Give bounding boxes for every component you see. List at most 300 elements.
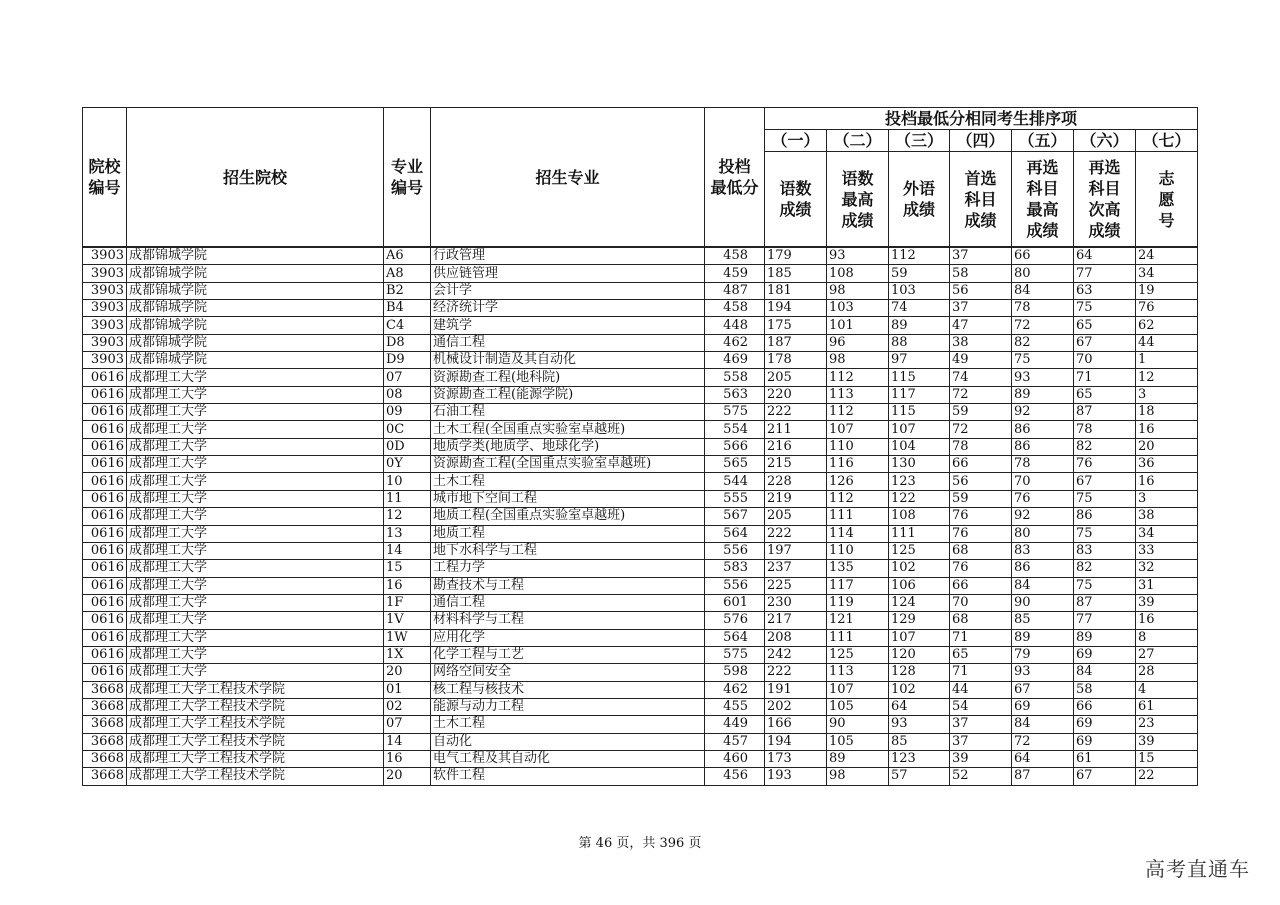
cell-chn-math-max: 101 [827,317,889,334]
cell-chn-math: 230 [765,594,827,611]
cell-min-score: 459 [705,265,765,282]
table-row [83,716,1198,733]
table-row [83,594,1198,611]
cell-major-name: 会计学 [431,282,705,299]
cell-foreign-lang: 103 [889,282,950,299]
cell-major-name: 地质工程 [431,525,705,542]
admission-score-table [82,107,1198,786]
cell-second-subject-next: 76 [1074,456,1136,473]
cell-second-subject-max: 84 [1012,282,1074,299]
cell-foreign-lang: 129 [889,612,950,629]
cell-min-score: 469 [705,352,765,369]
cell-second-subject-max: 72 [1012,733,1074,750]
cell-major-name: 土木工程 [431,716,705,733]
cell-chn-math-max: 113 [827,386,889,403]
cell-chn-math: 181 [765,282,827,299]
cell-min-score: 555 [705,490,765,507]
table-row [83,334,1198,351]
cell-chn-math-max: 111 [827,629,889,646]
cell-school-code: 0616 [83,438,127,455]
cell-wish-no: 20 [1136,438,1198,455]
cell-school-code: 0616 [83,490,127,507]
cell-chn-math: 219 [765,490,827,507]
table-row [83,750,1198,767]
cell-foreign-lang: 122 [889,490,950,507]
cell-chn-math-max: 98 [827,768,889,785]
cell-chn-math: 205 [765,508,827,525]
cell-school-code: 3668 [83,716,127,733]
cell-second-subject-next: 71 [1074,369,1136,386]
cell-chn-math-max: 116 [827,456,889,473]
cell-min-score: 448 [705,317,765,334]
cell-second-subject-max: 86 [1012,438,1074,455]
table-row [83,698,1198,715]
rank-number-1: （一） [765,130,827,152]
cell-school-name: 成都理工大学工程技术学院 [127,733,384,750]
cell-school-code: 3903 [83,334,127,351]
cell-foreign-lang: 59 [889,265,950,282]
cell-school-code: 0616 [83,456,127,473]
cell-major-name: 应用化学 [431,629,705,646]
cell-wish-no: 34 [1136,525,1198,542]
cell-major-name: 机械设计制造及其自动化 [431,352,705,369]
rank-number-7: （七） [1136,130,1198,152]
cell-major-name: 资源勘查工程(地科院) [431,369,705,386]
cell-major-code: 07 [384,716,431,733]
cell-first-subject: 38 [950,334,1012,351]
cell-first-subject: 76 [950,508,1012,525]
cell-school-name: 成都理工大学 [127,594,384,611]
cell-foreign-lang: 89 [889,317,950,334]
cell-foreign-lang: 74 [889,300,950,317]
cell-chn-math-max: 113 [827,664,889,681]
cell-wish-no: 4 [1136,681,1198,698]
cell-second-subject-next: 75 [1074,577,1136,594]
cell-second-subject-next: 69 [1074,646,1136,663]
cell-major-name: 资源勘查工程(能源学院) [431,386,705,403]
cell-second-subject-next: 78 [1074,421,1136,438]
cell-school-code: 3668 [83,681,127,698]
cell-chn-math-max: 110 [827,542,889,559]
cell-min-score: 544 [705,473,765,490]
cell-school-name: 成都理工大学 [127,438,384,455]
cell-foreign-lang: 130 [889,456,950,473]
cell-first-subject: 68 [950,542,1012,559]
cell-first-subject: 76 [950,525,1012,542]
cell-chn-math-max: 111 [827,508,889,525]
cell-school-name: 成都理工大学 [127,404,384,421]
cell-first-subject: 54 [950,698,1012,715]
cell-school-name: 成都锦城学院 [127,265,384,282]
cell-major-name: 自动化 [431,733,705,750]
cell-school-name: 成都理工大学 [127,577,384,594]
cell-first-subject: 74 [950,369,1012,386]
cell-school-code: 0616 [83,612,127,629]
cell-second-subject-max: 85 [1012,612,1074,629]
cell-foreign-lang: 111 [889,525,950,542]
cell-foreign-lang: 124 [889,594,950,611]
cell-chn-math-max: 119 [827,594,889,611]
cell-min-score: 462 [705,681,765,698]
cell-wish-no: 38 [1136,508,1198,525]
cell-chn-math: 222 [765,525,827,542]
cell-wish-no: 27 [1136,646,1198,663]
cell-wish-no: 3 [1136,490,1198,507]
cell-foreign-lang: 57 [889,768,950,785]
cell-major-code: B2 [384,282,431,299]
cell-foreign-lang: 106 [889,577,950,594]
cell-second-subject-max: 75 [1012,352,1074,369]
cell-chn-math: 166 [765,716,827,733]
cell-min-score: 598 [705,664,765,681]
cell-second-subject-max: 72 [1012,317,1074,334]
cell-chn-math-max: 117 [827,577,889,594]
cell-second-subject-next: 82 [1074,438,1136,455]
cell-chn-math: 215 [765,456,827,473]
cell-chn-math: 202 [765,698,827,715]
cell-major-code: 01 [384,681,431,698]
cell-school-code: 3668 [83,698,127,715]
cell-first-subject: 44 [950,681,1012,698]
table-row [83,733,1198,750]
cell-chn-math: 187 [765,334,827,351]
cell-wish-no: 62 [1136,317,1198,334]
cell-foreign-lang: 97 [889,352,950,369]
cell-wish-no: 3 [1136,386,1198,403]
cell-second-subject-max: 87 [1012,768,1074,785]
cell-major-code: 0D [384,438,431,455]
cell-min-score: 458 [705,300,765,317]
table-row [83,404,1198,421]
cell-second-subject-max: 92 [1012,508,1074,525]
table-row [83,421,1198,438]
cell-school-code: 3668 [83,750,127,767]
cell-chn-math-max: 121 [827,612,889,629]
cell-chn-math-max: 112 [827,404,889,421]
table-row [83,646,1198,663]
cell-second-subject-next: 77 [1074,612,1136,629]
cell-second-subject-next: 75 [1074,525,1136,542]
cell-school-name: 成都理工大学 [127,386,384,403]
cell-min-score: 458 [705,247,765,265]
cell-wish-no: 1 [1136,352,1198,369]
cell-major-code: 1X [384,646,431,663]
cell-first-subject: 65 [950,646,1012,663]
cell-school-code: 0616 [83,386,127,403]
cell-foreign-lang: 107 [889,629,950,646]
cell-chn-math: 228 [765,473,827,490]
cell-foreign-lang: 115 [889,404,950,421]
header-major-code: 专业 编号 [384,108,431,248]
cell-first-subject: 71 [950,664,1012,681]
cell-major-name: 通信工程 [431,594,705,611]
cell-chn-math: 237 [765,560,827,577]
cell-second-subject-max: 76 [1012,490,1074,507]
cell-wish-no: 28 [1136,664,1198,681]
cell-school-name: 成都锦城学院 [127,247,384,265]
table-row [83,542,1198,559]
cell-major-name: 勘查技术与工程 [431,577,705,594]
cell-chn-math-max: 105 [827,733,889,750]
cell-chn-math-max: 90 [827,716,889,733]
cell-school-code: 3903 [83,317,127,334]
cell-chn-math-max: 98 [827,282,889,299]
cell-second-subject-next: 65 [1074,386,1136,403]
cell-chn-math: 179 [765,247,827,265]
cell-major-name: 网络空间安全 [431,664,705,681]
rank-number-2: （二） [827,130,889,152]
rank-item-1: 语数 成绩 [765,152,827,248]
cell-school-code: 3668 [83,733,127,750]
cell-major-name: 核工程与核技术 [431,681,705,698]
table-header [83,108,1198,248]
cell-major-code: A6 [384,247,431,265]
rank-item-7: 志 愿 号 [1136,152,1198,248]
cell-school-name: 成都理工大学 [127,490,384,507]
cell-second-subject-next: 69 [1074,733,1136,750]
cell-first-subject: 59 [950,490,1012,507]
cell-chn-math: 242 [765,646,827,663]
cell-foreign-lang: 123 [889,473,950,490]
cell-school-name: 成都理工大学工程技术学院 [127,716,384,733]
cell-major-name: 工程力学 [431,560,705,577]
cell-major-code: 1W [384,629,431,646]
cell-second-subject-max: 80 [1012,265,1074,282]
table-row [83,560,1198,577]
cell-school-code: 0616 [83,664,127,681]
cell-wish-no: 24 [1136,247,1198,265]
cell-min-score: 554 [705,421,765,438]
cell-major-code: B4 [384,300,431,317]
cell-wish-no: 16 [1136,612,1198,629]
cell-chn-math: 173 [765,750,827,767]
cell-wish-no: 8 [1136,629,1198,646]
cell-school-name: 成都理工大学 [127,629,384,646]
cell-first-subject: 78 [950,438,1012,455]
cell-chn-math: 216 [765,438,827,455]
cell-min-score: 556 [705,542,765,559]
cell-chn-math-max: 107 [827,421,889,438]
cell-second-subject-next: 82 [1074,560,1136,577]
cell-wish-no: 16 [1136,473,1198,490]
cell-second-subject-next: 87 [1074,594,1136,611]
cell-school-code: 0616 [83,525,127,542]
cell-second-subject-next: 84 [1074,664,1136,681]
table-row [83,508,1198,525]
cell-wish-no: 16 [1136,421,1198,438]
cell-wish-no: 15 [1136,750,1198,767]
cell-school-name: 成都理工大学 [127,525,384,542]
cell-min-score: 457 [705,733,765,750]
cell-second-subject-next: 75 [1074,490,1136,507]
cell-wish-no: 33 [1136,542,1198,559]
cell-major-name: 能源与动力工程 [431,698,705,715]
cell-second-subject-next: 69 [1074,716,1136,733]
page-footer: 第 46 页，共 396 页 [578,836,702,851]
cell-major-code: 02 [384,698,431,715]
cell-first-subject: 49 [950,352,1012,369]
cell-chn-math-max: 110 [827,438,889,455]
cell-major-code: 09 [384,404,431,421]
cell-second-subject-next: 63 [1074,282,1136,299]
header-min-score: 投档 最低分 [705,108,765,248]
cell-wish-no: 44 [1136,334,1198,351]
cell-school-code: 0616 [83,473,127,490]
cell-min-score: 565 [705,456,765,473]
cell-min-score: 462 [705,334,765,351]
cell-chn-math-max: 93 [827,247,889,265]
cell-chn-math: 222 [765,664,827,681]
cell-major-name: 化学工程与工艺 [431,646,705,663]
cell-foreign-lang: 115 [889,369,950,386]
cell-second-subject-max: 67 [1012,681,1074,698]
cell-school-name: 成都理工大学 [127,456,384,473]
rank-number-4: （四） [950,130,1012,152]
cell-foreign-lang: 93 [889,716,950,733]
cell-min-score: 575 [705,646,765,663]
cell-school-name: 成都理工大学 [127,369,384,386]
cell-school-name: 成都锦城学院 [127,334,384,351]
cell-chn-math-max: 98 [827,352,889,369]
cell-wish-no: 12 [1136,369,1198,386]
cell-chn-math-max: 89 [827,750,889,767]
cell-min-score: 460 [705,750,765,767]
cell-chn-math-max: 112 [827,369,889,386]
cell-major-name: 供应链管理 [431,265,705,282]
cell-wish-no: 34 [1136,265,1198,282]
cell-foreign-lang: 128 [889,664,950,681]
rank-number-3: （三） [889,130,950,152]
cell-foreign-lang: 108 [889,508,950,525]
cell-min-score: 556 [705,577,765,594]
cell-second-subject-next: 61 [1074,750,1136,767]
cell-first-subject: 68 [950,612,1012,629]
cell-school-name: 成都理工大学 [127,646,384,663]
cell-second-subject-next: 67 [1074,334,1136,351]
cell-wish-no: 36 [1136,456,1198,473]
cell-min-score: 576 [705,612,765,629]
cell-school-code: 3903 [83,265,127,282]
cell-second-subject-max: 79 [1012,646,1074,663]
cell-school-code: 3903 [83,300,127,317]
cell-major-name: 地质学类(地质学、地球化学) [431,438,705,455]
cell-min-score: 601 [705,594,765,611]
cell-major-code: 11 [384,490,431,507]
cell-second-subject-max: 80 [1012,525,1074,542]
cell-second-subject-max: 92 [1012,404,1074,421]
cell-school-code: 3668 [83,768,127,785]
cell-major-name: 经济统计学 [431,300,705,317]
cell-min-score: 455 [705,698,765,715]
cell-foreign-lang: 117 [889,386,950,403]
cell-major-name: 石油工程 [431,404,705,421]
cell-major-name: 土木工程(全国重点实验室卓越班) [431,421,705,438]
cell-chn-math-max: 114 [827,525,889,542]
cell-foreign-lang: 104 [889,438,950,455]
cell-second-subject-max: 78 [1012,300,1074,317]
cell-foreign-lang: 125 [889,542,950,559]
cell-major-code: D9 [384,352,431,369]
rank-item-4: 首选 科目 成绩 [950,152,1012,248]
header-major-name: 招生专业 [431,108,705,248]
cell-major-code: 08 [384,386,431,403]
cell-chn-math-max: 105 [827,698,889,715]
cell-min-score: 487 [705,282,765,299]
cell-second-subject-max: 69 [1012,698,1074,715]
cell-major-code: 16 [384,750,431,767]
table-row [83,352,1198,369]
cell-first-subject: 66 [950,456,1012,473]
cell-major-code: A8 [384,265,431,282]
cell-chn-math: 194 [765,733,827,750]
cell-foreign-lang: 120 [889,646,950,663]
cell-chn-math: 222 [765,404,827,421]
cell-min-score: 563 [705,386,765,403]
cell-school-code: 0616 [83,508,127,525]
cell-second-subject-next: 83 [1074,542,1136,559]
cell-second-subject-max: 83 [1012,542,1074,559]
cell-second-subject-max: 89 [1012,386,1074,403]
cell-chn-math: 194 [765,300,827,317]
cell-chn-math: 208 [765,629,827,646]
cell-min-score: 583 [705,560,765,577]
cell-first-subject: 37 [950,716,1012,733]
cell-chn-math: 185 [765,265,827,282]
cell-school-name: 成都锦城学院 [127,300,384,317]
cell-school-code: 0616 [83,594,127,611]
cell-wish-no: 18 [1136,404,1198,421]
cell-school-name: 成都理工大学 [127,421,384,438]
table-row [83,300,1198,317]
cell-second-subject-max: 89 [1012,629,1074,646]
cell-school-code: 0616 [83,542,127,559]
cell-foreign-lang: 112 [889,247,950,265]
cell-chn-math: 205 [765,369,827,386]
cell-chn-math: 175 [765,317,827,334]
header-school-name: 招生院校 [127,108,384,248]
cell-major-code: 1F [384,594,431,611]
cell-major-name: 城市地下空间工程 [431,490,705,507]
cell-school-name: 成都理工大学工程技术学院 [127,768,384,785]
cell-min-score: 567 [705,508,765,525]
cell-school-code: 0616 [83,577,127,594]
cell-school-name: 成都理工大学 [127,612,384,629]
cell-chn-math: 191 [765,681,827,698]
cell-second-subject-max: 93 [1012,664,1074,681]
rank-number-5: （五） [1012,130,1074,152]
cell-second-subject-max: 93 [1012,369,1074,386]
cell-foreign-lang: 88 [889,334,950,351]
cell-major-name: 软件工程 [431,768,705,785]
cell-second-subject-next: 64 [1074,247,1136,265]
cell-wish-no: 39 [1136,733,1198,750]
cell-major-code: 0C [384,421,431,438]
cell-chn-math: 220 [765,386,827,403]
header-school-code: 院校 编号 [83,108,127,248]
cell-school-code: 0616 [83,421,127,438]
cell-school-name: 成都理工大学 [127,542,384,559]
cell-second-subject-max: 64 [1012,750,1074,767]
cell-second-subject-next: 65 [1074,317,1136,334]
cell-foreign-lang: 107 [889,421,950,438]
cell-major-name: 材料科学与工程 [431,612,705,629]
cell-second-subject-next: 58 [1074,681,1136,698]
cell-school-code: 3903 [83,352,127,369]
header-rank-group: 投档最低分相同考生排序项 [765,108,1198,130]
cell-first-subject: 56 [950,473,1012,490]
cell-wish-no: 19 [1136,282,1198,299]
cell-major-name: 土木工程 [431,473,705,490]
